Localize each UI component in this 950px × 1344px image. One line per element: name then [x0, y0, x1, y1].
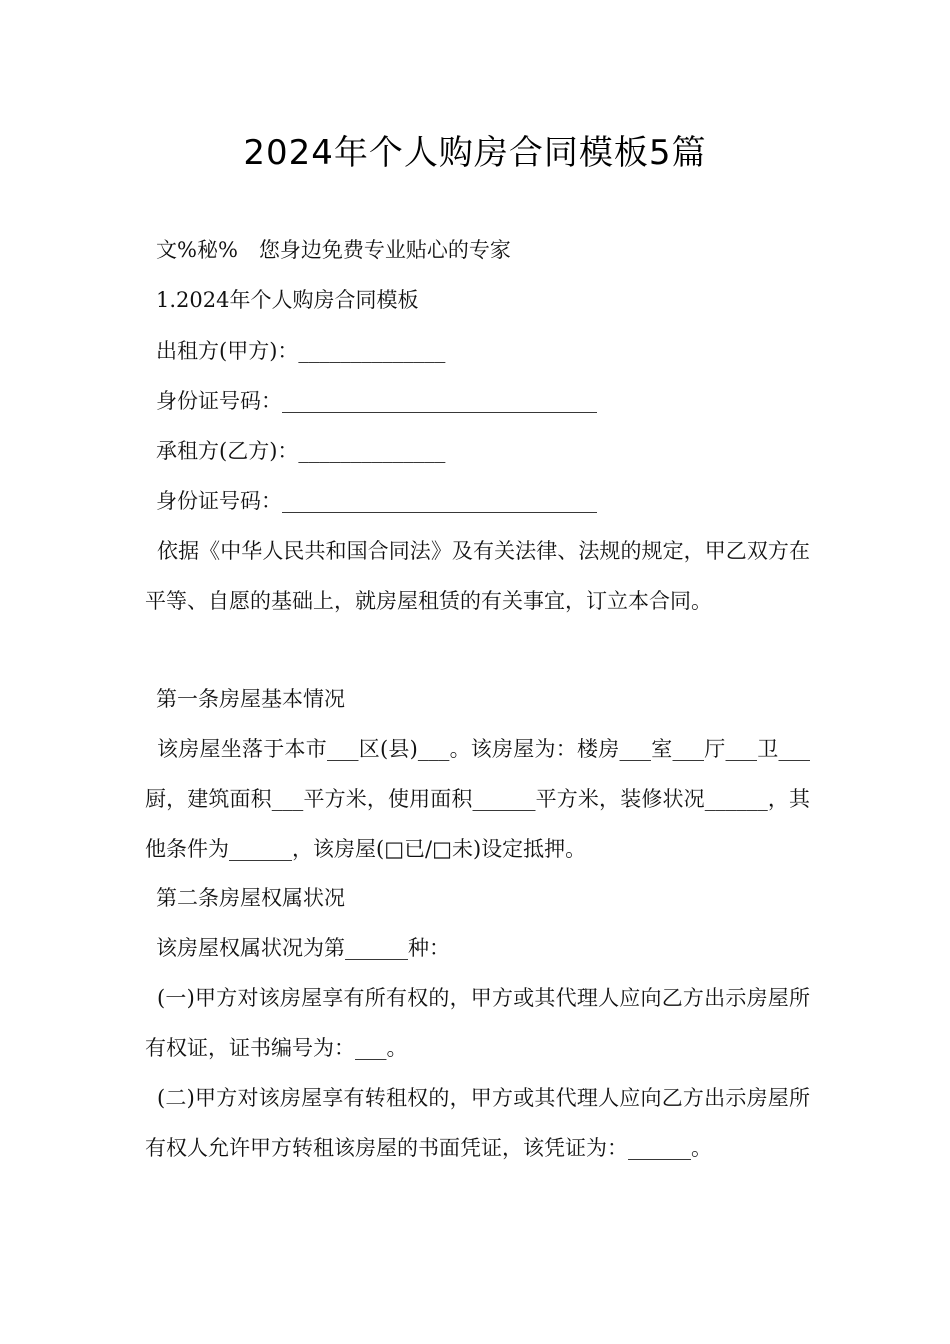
lessor-field: 出租方(甲方)：______________	[156, 339, 446, 363]
document-title: 2024年个人购房合同模板5篇	[243, 133, 707, 173]
article1-title: 第一条房屋基本情况	[156, 687, 345, 711]
article2-title: 第二条房屋权属状况	[156, 886, 345, 910]
article2-item1: (一)甲方对该房屋享有所有权的，甲方或其代理人应向乙方出示房屋所有权证，证书编号为：___。	[145, 986, 810, 1060]
preamble-paragraph: 依据《中华人民共和国合同法》及有关法律、法规的规定，甲乙双方在平等、自愿的基础上，就房屋租赁的有关事宜，订立本合同。	[145, 539, 810, 613]
lessee-field: 承租方(乙方)：______________	[156, 439, 446, 463]
article2-intro: 该房屋权属状况为第______种：	[156, 936, 450, 960]
article1-body: 该房屋坐落于本市___区(县)___。该房屋为：楼房___室___厅___卫___厨，建筑面积___平方米，使用面积______平方米，装修状况______，其他条件为______，该房屋(□已/□未)设定抵押。	[145, 737, 810, 861]
section-heading: 1.2024年个人购房合同模板	[156, 288, 419, 312]
tagline: 文%秘% 您身边免费专业贴心的专家	[156, 238, 511, 262]
article2-item2: (二)甲方对该房屋享有转租权的，甲方或其代理人应向乙方出示房屋所有权人允许甲方转租该房屋的书面凭证，该凭证为：______。	[145, 1086, 810, 1160]
lessor-id-field: 身份证号码：______________________________	[156, 389, 597, 413]
lessee-id-field: 身份证号码：______________________________	[156, 489, 597, 513]
